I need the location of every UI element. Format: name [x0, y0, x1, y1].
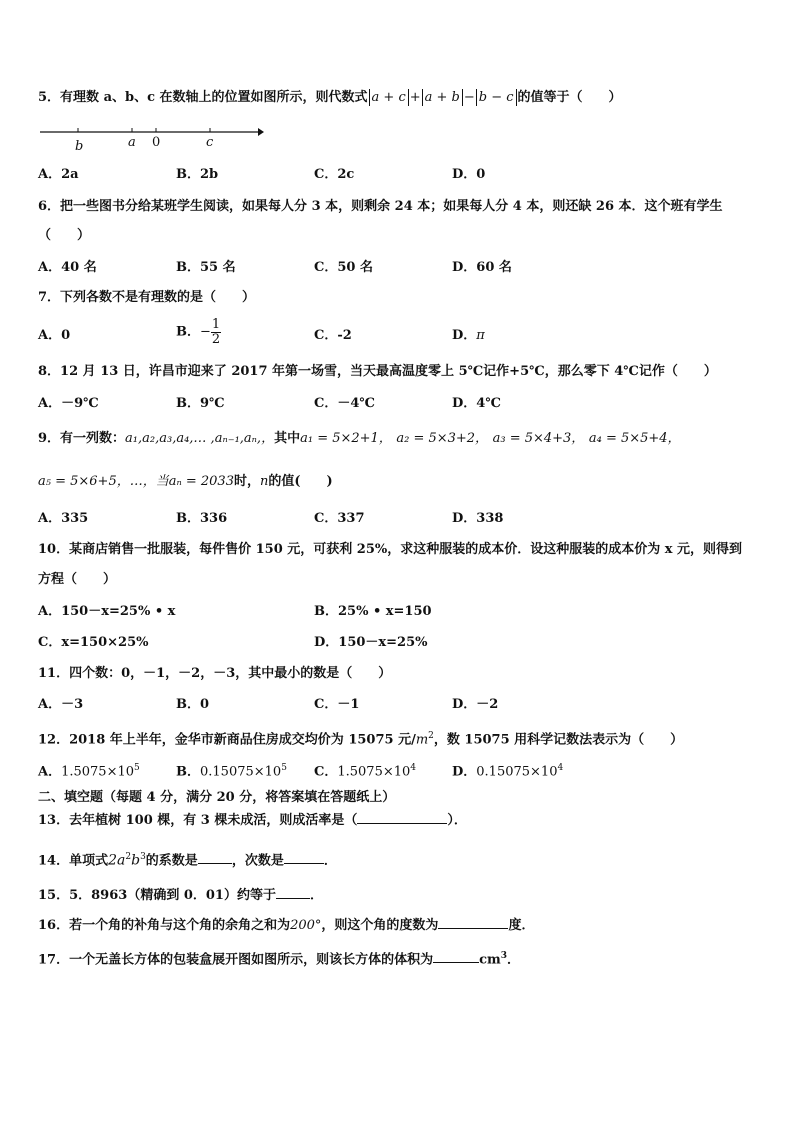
q7-option-a: A．0 [38, 328, 71, 343]
q12-unit-m: m [415, 732, 429, 748]
question-6-line2: （ ） [38, 228, 91, 243]
q16-post: 度． [508, 918, 535, 933]
q14-mid: 的系数是 [145, 853, 198, 869]
q12-option-d [452, 760, 563, 780]
q12-option-a-exp: 5 [134, 763, 140, 773]
q15-pre: 15．5．8963（精确到 0．01）约等于 [38, 888, 276, 903]
q10-option-c: C．x=150×25% [38, 635, 149, 650]
q14-monomial: 2a [108, 852, 126, 869]
q5-option-a: A．2a [38, 167, 79, 182]
axis-label-c: c [206, 135, 214, 150]
q9-expr-a2: a₂ = 5×3+2， [396, 431, 489, 446]
q12-option-a [38, 760, 140, 780]
question-10-line1: 10．某商店销售一批服装，每件售价 150 元，可获利 25%，求这种服装的成本价．设这种服装的成本价为 x 元，则得到 [38, 542, 743, 557]
q9-option-b: B．336 [176, 511, 228, 526]
q6-option-b: B．55 名 [176, 260, 236, 275]
q5-abs-2: a + b [422, 89, 463, 106]
question-5-stem [38, 89, 622, 106]
q11-option-d: D．－2 [452, 697, 499, 712]
section-fill-in-blanks-heading: 二、填空题（每题 4 分，满分 20 分，将答案填在答题纸上） [38, 790, 396, 805]
q11-option-c: C．－1 [314, 697, 360, 712]
q7-option-b-fraction [211, 318, 221, 347]
q13-answer-blank[interactable] [357, 811, 447, 824]
question-14 [38, 849, 337, 869]
question-16 [38, 916, 534, 934]
fraction-numerator: 1 [211, 317, 221, 332]
q17-pre: 17．一个无盖长方体的包装盒展开图如图所示，则该长方体的体积为 [38, 952, 434, 968]
question-15 [38, 886, 323, 904]
q9-expr-a3: a₃ = 5×4+3， [492, 431, 585, 446]
q11-option-a: A．－3 [38, 697, 84, 712]
q9-expr-a5: a₅ = 5×6+5，…，当 [38, 474, 169, 489]
q11-option-b: B．0 [176, 697, 210, 712]
q12-option-a-value: 1.5075×10 [61, 764, 135, 780]
q6-option-a: A．40 名 [38, 260, 97, 275]
q5-plus: + [409, 90, 421, 105]
q14-mid2: ，次数是 [231, 853, 284, 869]
question-10-line2: 方程（ ） [38, 572, 117, 587]
question-12-stem: 12．2018 年上半年，金华市新商品住房成交均价为 15075 元$/m^2$，数 15075 用科学记数法表示为（ ） [38, 731, 684, 748]
q12-option-d-prefix: D． [452, 764, 477, 780]
q8-option-d: D．4℃ [452, 396, 501, 411]
q6-option-c: C．50 名 [314, 260, 373, 275]
q7-option-b [176, 318, 221, 347]
q9-expr-a1: a₁ = 5×2+1， [300, 431, 392, 446]
q9-var-n: n [260, 474, 269, 489]
question-8-stem: 8．12 月 13 日，许昌市迎来了 2017 年第一场雪，当天最高温度零上 5℃记作+5℃，那么零下 4℃记作（ ） [38, 364, 717, 379]
q15-post: ． [309, 888, 323, 903]
q17-unit-exp: 3 [500, 951, 508, 961]
q9-tail: 时， [233, 474, 260, 489]
q7-option-b-sign: − [200, 324, 211, 340]
axis-label-a: a [128, 135, 136, 150]
q9-option-d: D．338 [452, 511, 504, 526]
q14-degree-blank[interactable] [284, 851, 324, 864]
q5-option-d: D．0 [452, 167, 486, 182]
q12-option-b-prefix: B． [176, 764, 200, 780]
question-7-stem: 7．下列各数不是有理数的是（ ） [38, 290, 256, 305]
q12-option-d-value: 0.15075×10 [476, 764, 558, 780]
q8-option-a: A．－9℃ [38, 396, 99, 411]
q7-option-d-prefix: D． [452, 328, 477, 343]
q12-option-b-exp: 5 [281, 763, 287, 773]
q17-unit: cm [479, 952, 501, 968]
q16-mid: ，则这个角的度数为 [321, 918, 439, 933]
q12-option-c-value: 1.5075×10 [337, 764, 411, 780]
question-13 [38, 811, 467, 829]
q15-answer-blank[interactable] [276, 886, 310, 899]
q12-option-b-value: 0.15075×10 [200, 764, 282, 780]
q16-pre: 16．若一个角的补角与这个角的余角之和为 [38, 918, 291, 933]
q5-option-c: C．2c [314, 167, 355, 182]
q14-pre: 14．单项式 [38, 853, 109, 869]
q10-option-d: D．150－x=25% [314, 635, 428, 650]
axis-label-zero: 0 [152, 135, 161, 150]
q9-option-c: C．337 [314, 511, 365, 526]
question-11-stem: 11．四个数：0，－1，－2，－3，其中最小的数是（ ） [38, 666, 392, 681]
q5-minus: − [463, 90, 475, 105]
q12-option-a-prefix: A． [38, 764, 62, 780]
q17-answer-blank[interactable] [433, 950, 479, 963]
q16-answer-blank[interactable] [438, 916, 508, 929]
q14-coefficient-blank[interactable] [198, 851, 232, 864]
q5-tail: 的值等于（ ） [517, 90, 622, 105]
q14-var-b: b [131, 852, 141, 869]
q12-pre: 12．2018 年上半年，金华市新商品住房成交均价为 15075 元/ [38, 732, 416, 748]
q10-option-b: B．25% • x=150 [314, 604, 432, 619]
q17-post: ． [507, 952, 521, 968]
q9-mid: 其中 [274, 431, 301, 446]
q14-exp-a: 2 [125, 852, 132, 862]
q10-option-a: A．150－x=25% • x [38, 604, 176, 619]
q12-post: ，数 15075 用科学记数法表示为（ ） [433, 732, 684, 748]
q12-option-c [314, 760, 416, 780]
q12-option-c-exp: 4 [410, 763, 417, 773]
axis-label-b: b [75, 139, 84, 154]
question-17 [38, 948, 520, 968]
q5-abs-1: a + c [369, 89, 409, 106]
q5-option-b: B．2b [176, 167, 219, 182]
question-9-line2 [38, 474, 333, 490]
q8-option-c: C．－4℃ [314, 396, 375, 411]
q7-option-c: C．-2 [314, 328, 352, 343]
q9-expr-an: aₙ = 2033 [168, 474, 234, 489]
q12-option-c-prefix: C． [314, 764, 338, 780]
q6-option-d: D．60 名 [452, 260, 512, 275]
question-6-line1: 6．把一些图书分给某班学生阅读，如果每人分 3 本，则剩余 24 本；如果每人分 4 本，则还缺 26 本．这个班有学生 [38, 199, 723, 214]
q7-option-b-prefix: B． [176, 324, 200, 340]
q7-option-d [452, 328, 485, 344]
q9-option-a: A．335 [38, 511, 89, 526]
q9-pre: 9．有一列数： [38, 431, 126, 446]
fraction-denominator: 2 [211, 332, 221, 347]
q16-angle: 200° [290, 918, 322, 933]
q7-option-d-pi: π [476, 328, 485, 343]
q9-sequence: a₁,a₂,a₃,a₄,… ,aₙ₋₁,aₙ,， [125, 431, 275, 446]
q8-option-b: B．9℃ [176, 396, 225, 411]
q5-text: 5．有理数 a、b、c 在数轴上的位置如图所示，则代数式 [38, 90, 368, 105]
number-line-figure [36, 124, 266, 156]
q14-exp-b: 3 [140, 852, 146, 862]
q12-option-d-exp: 4 [557, 763, 564, 773]
q14-post: ． [323, 853, 337, 869]
q12-option-b [176, 760, 287, 780]
q9-end: 的值( ) [268, 474, 333, 489]
q5-abs-3: b − c [476, 89, 517, 106]
number-line-arrow [258, 128, 264, 136]
q13-post: ）． [447, 813, 467, 828]
question-9-line1 [38, 431, 681, 447]
q13-pre: 13．去年植树 100 棵，有 3 棵未成活，则成活率是（ [38, 813, 358, 828]
q9-expr-a4: a₄ = 5×5+4， [588, 431, 681, 446]
